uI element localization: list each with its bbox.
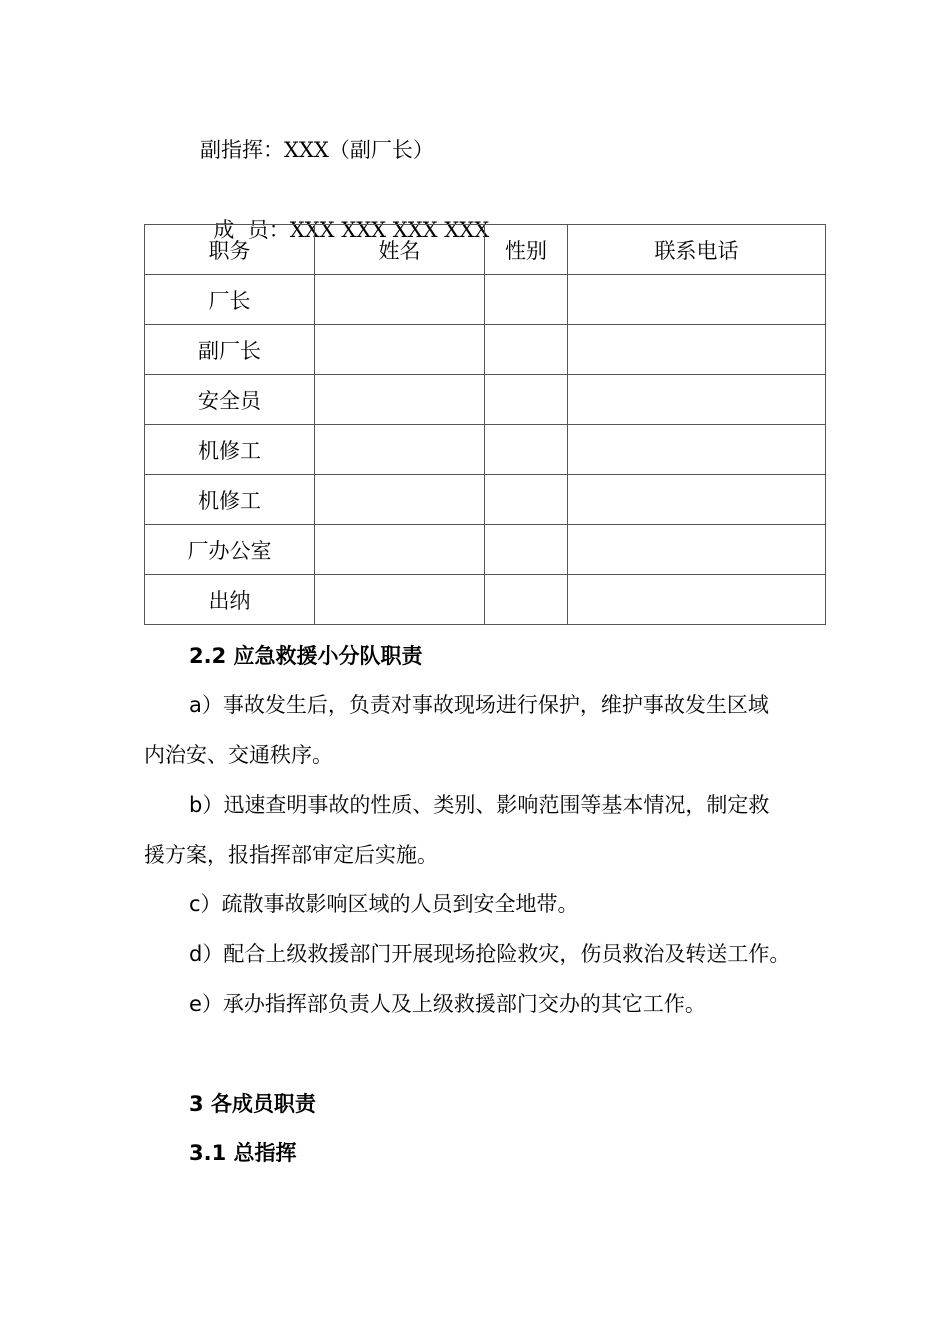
cell-gender [485,425,568,475]
cell-phone [568,275,826,325]
column-header-position: 职务 [145,225,315,275]
table-row [145,275,826,325]
column-header-name: 姓名 [315,225,485,275]
deputy-commander-value: XXX（副厂长） [284,138,434,162]
section-3-1-heading: 3.1 总指挥 [189,1141,297,1165]
cell-phone [568,375,826,425]
members-value: XXX XXX XXX XXX [289,218,490,242]
cell-gender [485,275,568,325]
section-2-2-heading: 2.2 应急救援小分队职责 [189,644,423,668]
item-d: d）配合上级救援部门开展现场抢险救灾，伤员救治及转送工作。 [189,942,791,966]
cell-gender [485,375,568,425]
cell-gender [485,475,568,525]
item-e: e）承办指挥部负责人及上级救援部门交办的其它工作。 [189,992,706,1016]
cell-position: 机修工 [145,475,315,525]
item-c: c）疏散事故影响区域的人员到安全地带。 [189,892,579,916]
cell-phone [568,525,826,575]
cell-name [315,425,485,475]
cell-gender [485,525,568,575]
deputy-commander-label: 副指挥： [200,138,284,162]
item-a-line-2: 内治安、交通秩序。 [144,743,333,767]
cell-name [315,475,485,525]
cell-phone [568,325,826,375]
column-header-gender: 性别 [485,225,568,275]
cell-name [315,275,485,325]
cell-position: 厂长 [145,275,315,325]
cell-name [315,375,485,425]
deputy-commander-line [200,135,434,165]
cell-phone [568,425,826,475]
item-b-line-1: b）迅速查明事故的性质、类别、影响范围等基本情况，制定救 [189,793,770,817]
cell-position: 副厂长 [145,325,315,375]
cell-gender [485,575,568,625]
table-row [145,325,826,375]
staff-contact-table [144,224,826,625]
cell-position: 机修工 [145,425,315,475]
item-a-line-1: a）事故发生后，负责对事故现场进行保护，维护事故发生区域 [189,693,769,717]
cell-phone [568,475,826,525]
members-label: 成 员： [213,218,290,242]
table-row [145,425,826,475]
table-header-row [145,225,826,275]
section-3-heading: 3 各成员职责 [189,1092,316,1116]
cell-position: 安全员 [145,375,315,425]
cell-gender [485,325,568,375]
item-b-line-2: 援方案，报指挥部审定后实施。 [144,843,438,867]
table-row [145,475,826,525]
cell-position: 厂办公室 [145,525,315,575]
cell-position: 出纳 [145,575,315,625]
column-header-phone: 联系电话 [568,225,826,275]
table-row [145,575,826,625]
cell-name [315,325,485,375]
table-row [145,375,826,425]
cell-phone [568,575,826,625]
cell-name [315,575,485,625]
table-row [145,525,826,575]
cell-name [315,525,485,575]
